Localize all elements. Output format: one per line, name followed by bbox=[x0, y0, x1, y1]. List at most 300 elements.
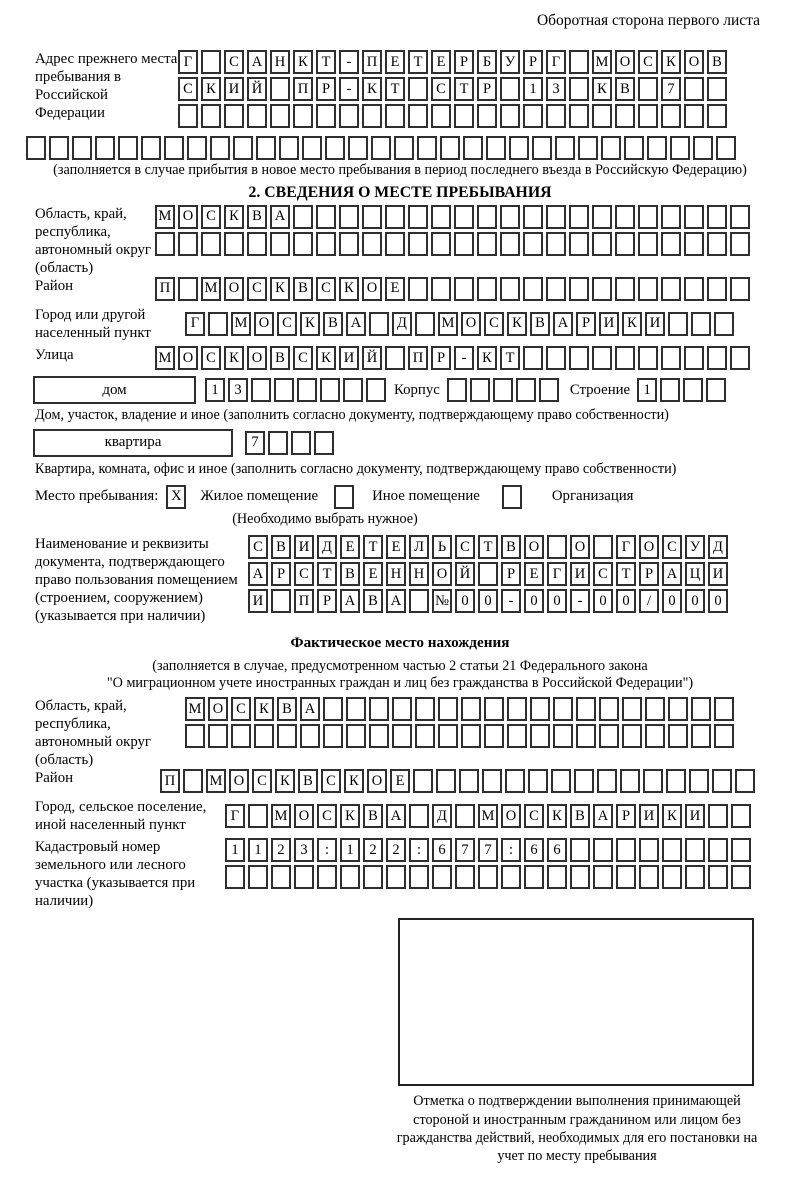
char-box[interactable] bbox=[712, 769, 732, 793]
char-box[interactable]: И bbox=[224, 77, 244, 101]
char-box[interactable] bbox=[317, 865, 337, 889]
char-box[interactable]: С bbox=[293, 346, 313, 370]
char-box[interactable] bbox=[615, 205, 635, 229]
char-box[interactable]: С bbox=[224, 50, 244, 74]
char-box[interactable] bbox=[638, 205, 658, 229]
char-box[interactable]: К bbox=[270, 277, 290, 301]
char-box[interactable] bbox=[622, 724, 642, 748]
char-box[interactable] bbox=[643, 769, 663, 793]
char-box[interactable]: 1 bbox=[205, 378, 225, 402]
char-box[interactable] bbox=[208, 312, 228, 336]
char-box[interactable] bbox=[413, 769, 433, 793]
char-box[interactable]: Р bbox=[501, 562, 521, 586]
char-box[interactable] bbox=[730, 232, 750, 256]
char-box[interactable] bbox=[716, 136, 736, 160]
char-box[interactable]: К bbox=[547, 804, 567, 828]
char-box[interactable] bbox=[363, 865, 383, 889]
char-box[interactable]: К bbox=[362, 77, 382, 101]
char-box[interactable]: : bbox=[409, 838, 429, 862]
char-box[interactable] bbox=[592, 232, 612, 256]
char-box[interactable]: В bbox=[570, 804, 590, 828]
char-box[interactable] bbox=[624, 136, 644, 160]
char-box[interactable]: - bbox=[454, 346, 474, 370]
char-box[interactable] bbox=[339, 205, 359, 229]
char-box[interactable]: С bbox=[201, 205, 221, 229]
char-box[interactable]: В bbox=[363, 589, 383, 613]
char-box[interactable] bbox=[639, 838, 659, 862]
char-box[interactable]: 0 bbox=[708, 589, 728, 613]
char-box[interactable] bbox=[316, 205, 336, 229]
char-box[interactable] bbox=[691, 312, 711, 336]
char-box[interactable]: С bbox=[248, 535, 268, 559]
char-box[interactable]: Р bbox=[316, 77, 336, 101]
char-box[interactable] bbox=[178, 104, 198, 128]
char-box[interactable] bbox=[431, 205, 451, 229]
char-box[interactable] bbox=[730, 346, 750, 370]
char-box[interactable]: 1 bbox=[637, 378, 657, 402]
char-box[interactable] bbox=[555, 136, 575, 160]
char-box[interactable]: Т bbox=[363, 535, 383, 559]
char-box[interactable] bbox=[454, 104, 474, 128]
char-box[interactable] bbox=[438, 724, 458, 748]
char-box[interactable] bbox=[248, 865, 268, 889]
char-box[interactable]: М bbox=[478, 804, 498, 828]
char-box[interactable] bbox=[316, 104, 336, 128]
char-box[interactable] bbox=[507, 724, 527, 748]
char-box[interactable]: Н bbox=[386, 562, 406, 586]
char-box[interactable]: К bbox=[662, 804, 682, 828]
char-box[interactable]: П bbox=[155, 277, 175, 301]
char-box[interactable] bbox=[408, 232, 428, 256]
char-box[interactable] bbox=[438, 697, 458, 721]
char-box[interactable]: Г bbox=[178, 50, 198, 74]
char-box[interactable]: 0 bbox=[455, 589, 475, 613]
char-box[interactable]: О bbox=[461, 312, 481, 336]
char-box[interactable] bbox=[392, 724, 412, 748]
char-box[interactable] bbox=[684, 104, 704, 128]
char-box[interactable] bbox=[409, 865, 429, 889]
char-box[interactable] bbox=[615, 346, 635, 370]
char-box[interactable] bbox=[277, 724, 297, 748]
char-box[interactable]: К bbox=[300, 312, 320, 336]
char-box[interactable]: 0 bbox=[593, 589, 613, 613]
char-box[interactable] bbox=[409, 804, 429, 828]
char-box[interactable] bbox=[291, 431, 311, 455]
char-box[interactable] bbox=[714, 724, 734, 748]
char-box[interactable]: С bbox=[277, 312, 297, 336]
char-box[interactable]: : bbox=[317, 838, 337, 862]
char-box[interactable]: И bbox=[685, 804, 705, 828]
char-box[interactable] bbox=[615, 277, 635, 301]
char-box[interactable]: О bbox=[362, 277, 382, 301]
char-box[interactable]: О bbox=[684, 50, 704, 74]
char-box[interactable]: Е bbox=[340, 535, 360, 559]
char-box[interactable]: Т bbox=[385, 77, 405, 101]
char-box[interactable]: О bbox=[294, 804, 314, 828]
char-box[interactable]: - bbox=[501, 589, 521, 613]
char-box[interactable]: О bbox=[254, 312, 274, 336]
char-box[interactable]: Р bbox=[271, 562, 291, 586]
char-box[interactable] bbox=[270, 77, 290, 101]
char-box[interactable] bbox=[279, 136, 299, 160]
char-box[interactable] bbox=[615, 104, 635, 128]
char-box[interactable] bbox=[415, 312, 435, 336]
char-box[interactable] bbox=[509, 136, 529, 160]
char-box[interactable] bbox=[684, 77, 704, 101]
char-box[interactable]: Е bbox=[385, 277, 405, 301]
char-box[interactable]: 1 bbox=[225, 838, 245, 862]
char-box[interactable]: Г bbox=[616, 535, 636, 559]
char-box[interactable] bbox=[553, 697, 573, 721]
char-box[interactable]: Ц bbox=[685, 562, 705, 586]
char-box[interactable] bbox=[668, 312, 688, 336]
char-box[interactable] bbox=[463, 136, 483, 160]
char-box[interactable] bbox=[300, 724, 320, 748]
char-box[interactable] bbox=[362, 104, 382, 128]
char-box[interactable] bbox=[661, 104, 681, 128]
char-box[interactable]: В bbox=[277, 697, 297, 721]
char-box[interactable]: О bbox=[208, 697, 228, 721]
char-box[interactable]: 0 bbox=[685, 589, 705, 613]
char-box[interactable]: К bbox=[592, 77, 612, 101]
char-box[interactable]: 6 bbox=[547, 838, 567, 862]
char-box[interactable]: М bbox=[201, 277, 221, 301]
char-box[interactable] bbox=[685, 865, 705, 889]
char-box[interactable] bbox=[385, 232, 405, 256]
char-box[interactable] bbox=[685, 838, 705, 862]
char-box[interactable]: Н bbox=[270, 50, 290, 74]
char-box[interactable]: Т bbox=[500, 346, 520, 370]
char-box[interactable] bbox=[346, 697, 366, 721]
char-box[interactable]: А bbox=[593, 804, 613, 828]
char-box[interactable] bbox=[645, 697, 665, 721]
char-box[interactable] bbox=[639, 865, 659, 889]
char-box[interactable]: С bbox=[294, 562, 314, 586]
char-box[interactable]: Р bbox=[477, 77, 497, 101]
char-box[interactable] bbox=[274, 378, 294, 402]
char-box[interactable] bbox=[268, 431, 288, 455]
char-box[interactable]: С bbox=[321, 769, 341, 793]
char-box[interactable] bbox=[346, 724, 366, 748]
char-box[interactable] bbox=[592, 346, 612, 370]
char-box[interactable] bbox=[431, 277, 451, 301]
char-box[interactable]: С bbox=[593, 562, 613, 586]
char-box[interactable] bbox=[668, 724, 688, 748]
char-box[interactable]: Е bbox=[386, 535, 406, 559]
char-box[interactable] bbox=[72, 136, 92, 160]
char-box[interactable] bbox=[661, 277, 681, 301]
char-box[interactable]: 1 bbox=[248, 838, 268, 862]
char-box[interactable]: В bbox=[298, 769, 318, 793]
char-box[interactable] bbox=[599, 724, 619, 748]
char-box[interactable] bbox=[616, 838, 636, 862]
char-box[interactable] bbox=[707, 346, 727, 370]
char-box[interactable]: А bbox=[270, 205, 290, 229]
char-box[interactable]: А bbox=[662, 562, 682, 586]
char-box[interactable]: Й bbox=[362, 346, 382, 370]
char-box[interactable] bbox=[225, 865, 245, 889]
char-box[interactable]: 0 bbox=[478, 589, 498, 613]
char-box[interactable]: 3 bbox=[228, 378, 248, 402]
char-box[interactable] bbox=[645, 724, 665, 748]
char-box[interactable] bbox=[366, 378, 386, 402]
char-box[interactable] bbox=[478, 562, 498, 586]
inoe-checkbox[interactable] bbox=[334, 485, 354, 509]
char-box[interactable]: А bbox=[248, 562, 268, 586]
char-box[interactable] bbox=[477, 205, 497, 229]
char-box[interactable]: О bbox=[501, 804, 521, 828]
char-box[interactable] bbox=[409, 589, 429, 613]
char-box[interactable]: Д bbox=[317, 535, 337, 559]
char-box[interactable] bbox=[569, 104, 589, 128]
char-box[interactable] bbox=[599, 697, 619, 721]
char-box[interactable] bbox=[251, 378, 271, 402]
char-box[interactable]: А bbox=[386, 804, 406, 828]
char-box[interactable]: О bbox=[229, 769, 249, 793]
char-box[interactable]: Т bbox=[317, 562, 337, 586]
char-box[interactable] bbox=[523, 277, 543, 301]
char-box[interactable] bbox=[730, 277, 750, 301]
char-box[interactable] bbox=[638, 277, 658, 301]
char-box[interactable] bbox=[392, 697, 412, 721]
char-box[interactable] bbox=[638, 104, 658, 128]
char-box[interactable]: Г bbox=[547, 562, 567, 586]
char-box[interactable] bbox=[484, 724, 504, 748]
char-box[interactable]: М bbox=[271, 804, 291, 828]
char-box[interactable]: В bbox=[323, 312, 343, 336]
char-box[interactable] bbox=[661, 205, 681, 229]
char-box[interactable]: У bbox=[500, 50, 520, 74]
char-box[interactable]: А bbox=[553, 312, 573, 336]
char-box[interactable] bbox=[248, 804, 268, 828]
char-box[interactable]: К bbox=[507, 312, 527, 336]
char-box[interactable]: И bbox=[645, 312, 665, 336]
char-box[interactable] bbox=[325, 136, 345, 160]
char-box[interactable] bbox=[297, 378, 317, 402]
char-box[interactable] bbox=[638, 346, 658, 370]
char-box[interactable]: С bbox=[231, 697, 251, 721]
char-box[interactable] bbox=[576, 697, 596, 721]
char-box[interactable]: И bbox=[639, 804, 659, 828]
char-box[interactable] bbox=[714, 312, 734, 336]
char-box[interactable] bbox=[528, 769, 548, 793]
char-box[interactable]: С bbox=[524, 804, 544, 828]
char-box[interactable] bbox=[385, 205, 405, 229]
char-box[interactable] bbox=[569, 77, 589, 101]
char-box[interactable]: - bbox=[570, 589, 590, 613]
char-box[interactable]: О bbox=[615, 50, 635, 74]
char-box[interactable]: С bbox=[316, 277, 336, 301]
char-box[interactable] bbox=[340, 865, 360, 889]
char-box[interactable] bbox=[735, 769, 755, 793]
char-box[interactable] bbox=[647, 136, 667, 160]
char-box[interactable] bbox=[666, 769, 686, 793]
char-box[interactable] bbox=[691, 697, 711, 721]
char-box[interactable]: К bbox=[201, 77, 221, 101]
char-box[interactable]: В bbox=[247, 205, 267, 229]
char-box[interactable]: С bbox=[455, 535, 475, 559]
char-box[interactable]: К bbox=[344, 769, 364, 793]
char-box[interactable] bbox=[477, 104, 497, 128]
char-box[interactable]: А bbox=[300, 697, 320, 721]
char-box[interactable]: А bbox=[386, 589, 406, 613]
char-box[interactable] bbox=[689, 769, 709, 793]
char-box[interactable] bbox=[539, 378, 559, 402]
char-box[interactable] bbox=[408, 104, 428, 128]
char-box[interactable]: 0 bbox=[547, 589, 567, 613]
char-box[interactable]: М bbox=[155, 205, 175, 229]
char-box[interactable] bbox=[369, 724, 389, 748]
char-box[interactable] bbox=[638, 232, 658, 256]
char-box[interactable]: Д bbox=[708, 535, 728, 559]
char-box[interactable] bbox=[155, 232, 175, 256]
char-box[interactable] bbox=[500, 77, 520, 101]
char-box[interactable] bbox=[459, 769, 479, 793]
char-box[interactable]: И bbox=[339, 346, 359, 370]
char-box[interactable] bbox=[314, 431, 334, 455]
char-box[interactable]: О bbox=[224, 277, 244, 301]
char-box[interactable] bbox=[254, 724, 274, 748]
char-box[interactable]: М bbox=[206, 769, 226, 793]
char-box[interactable] bbox=[707, 277, 727, 301]
char-box[interactable]: К bbox=[293, 50, 313, 74]
char-box[interactable]: П bbox=[408, 346, 428, 370]
char-box[interactable] bbox=[662, 865, 682, 889]
char-box[interactable] bbox=[477, 232, 497, 256]
char-box[interactable]: К bbox=[340, 804, 360, 828]
char-box[interactable] bbox=[470, 378, 490, 402]
char-box[interactable]: Т bbox=[478, 535, 498, 559]
char-box[interactable] bbox=[323, 724, 343, 748]
char-box[interactable]: С bbox=[317, 804, 337, 828]
char-box[interactable] bbox=[731, 865, 751, 889]
char-box[interactable] bbox=[271, 865, 291, 889]
char-box[interactable] bbox=[371, 136, 391, 160]
char-box[interactable]: К bbox=[254, 697, 274, 721]
char-box[interactable] bbox=[569, 346, 589, 370]
char-box[interactable]: Е bbox=[431, 50, 451, 74]
char-box[interactable]: И bbox=[570, 562, 590, 586]
char-box[interactable] bbox=[493, 378, 513, 402]
char-box[interactable] bbox=[660, 378, 680, 402]
char-box[interactable] bbox=[684, 277, 704, 301]
char-box[interactable] bbox=[662, 838, 682, 862]
char-box[interactable] bbox=[447, 378, 467, 402]
char-box[interactable] bbox=[339, 104, 359, 128]
char-box[interactable] bbox=[431, 232, 451, 256]
char-box[interactable]: Н bbox=[409, 562, 429, 586]
char-box[interactable] bbox=[320, 378, 340, 402]
char-box[interactable]: Б bbox=[477, 50, 497, 74]
char-box[interactable]: Р bbox=[616, 804, 636, 828]
char-box[interactable] bbox=[707, 77, 727, 101]
char-box[interactable]: Г bbox=[225, 804, 245, 828]
char-box[interactable] bbox=[385, 346, 405, 370]
char-box[interactable]: М bbox=[185, 697, 205, 721]
char-box[interactable] bbox=[523, 346, 543, 370]
char-box[interactable]: С bbox=[252, 769, 272, 793]
char-box[interactable]: : bbox=[501, 838, 521, 862]
char-box[interactable] bbox=[574, 769, 594, 793]
char-box[interactable]: 0 bbox=[524, 589, 544, 613]
char-box[interactable]: Е bbox=[363, 562, 383, 586]
char-box[interactable] bbox=[247, 104, 267, 128]
char-box[interactable] bbox=[683, 378, 703, 402]
char-box[interactable] bbox=[141, 136, 161, 160]
char-box[interactable]: Е bbox=[524, 562, 544, 586]
char-box[interactable]: 1 bbox=[340, 838, 360, 862]
char-box[interactable]: Т bbox=[316, 50, 336, 74]
char-box[interactable]: / bbox=[639, 589, 659, 613]
char-box[interactable]: С bbox=[484, 312, 504, 336]
char-box[interactable] bbox=[461, 724, 481, 748]
char-box[interactable] bbox=[731, 804, 751, 828]
char-box[interactable] bbox=[178, 232, 198, 256]
char-box[interactable]: И bbox=[294, 535, 314, 559]
char-box[interactable]: М bbox=[438, 312, 458, 336]
char-box[interactable] bbox=[592, 104, 612, 128]
char-box[interactable]: Р bbox=[431, 346, 451, 370]
char-box[interactable] bbox=[569, 205, 589, 229]
char-box[interactable]: К bbox=[339, 277, 359, 301]
char-box[interactable] bbox=[684, 232, 704, 256]
char-box[interactable]: Й bbox=[455, 562, 475, 586]
char-box[interactable] bbox=[714, 697, 734, 721]
char-box[interactable] bbox=[293, 205, 313, 229]
char-box[interactable]: К bbox=[275, 769, 295, 793]
char-box[interactable]: 2 bbox=[386, 838, 406, 862]
char-box[interactable]: - bbox=[339, 50, 359, 74]
char-box[interactable]: В bbox=[271, 535, 291, 559]
char-box[interactable]: 2 bbox=[271, 838, 291, 862]
char-box[interactable] bbox=[500, 104, 520, 128]
char-box[interactable] bbox=[233, 136, 253, 160]
char-box[interactable] bbox=[691, 724, 711, 748]
char-box[interactable] bbox=[343, 378, 363, 402]
char-box[interactable] bbox=[530, 697, 550, 721]
char-box[interactable] bbox=[500, 232, 520, 256]
char-box[interactable]: С bbox=[178, 77, 198, 101]
char-box[interactable] bbox=[164, 136, 184, 160]
char-box[interactable] bbox=[302, 136, 322, 160]
char-box[interactable] bbox=[693, 136, 713, 160]
char-box[interactable]: С bbox=[431, 77, 451, 101]
char-box[interactable] bbox=[415, 724, 435, 748]
char-box[interactable]: 6 bbox=[524, 838, 544, 862]
char-box[interactable] bbox=[731, 838, 751, 862]
char-box[interactable]: О bbox=[570, 535, 590, 559]
char-box[interactable] bbox=[516, 378, 536, 402]
char-box[interactable]: В bbox=[293, 277, 313, 301]
char-box[interactable] bbox=[547, 535, 567, 559]
char-box[interactable]: № bbox=[432, 589, 452, 613]
char-box[interactable] bbox=[386, 865, 406, 889]
char-box[interactable]: Р bbox=[523, 50, 543, 74]
char-box[interactable] bbox=[201, 232, 221, 256]
char-box[interactable] bbox=[706, 378, 726, 402]
char-box[interactable] bbox=[547, 865, 567, 889]
char-box[interactable]: М bbox=[592, 50, 612, 74]
char-box[interactable]: 7 bbox=[478, 838, 498, 862]
char-box[interactable]: О bbox=[639, 535, 659, 559]
char-box[interactable] bbox=[455, 804, 475, 828]
char-box[interactable]: 7 bbox=[455, 838, 475, 862]
char-box[interactable]: Г bbox=[546, 50, 566, 74]
char-box[interactable] bbox=[431, 104, 451, 128]
char-box[interactable] bbox=[486, 136, 506, 160]
char-box[interactable] bbox=[316, 232, 336, 256]
char-box[interactable] bbox=[408, 277, 428, 301]
